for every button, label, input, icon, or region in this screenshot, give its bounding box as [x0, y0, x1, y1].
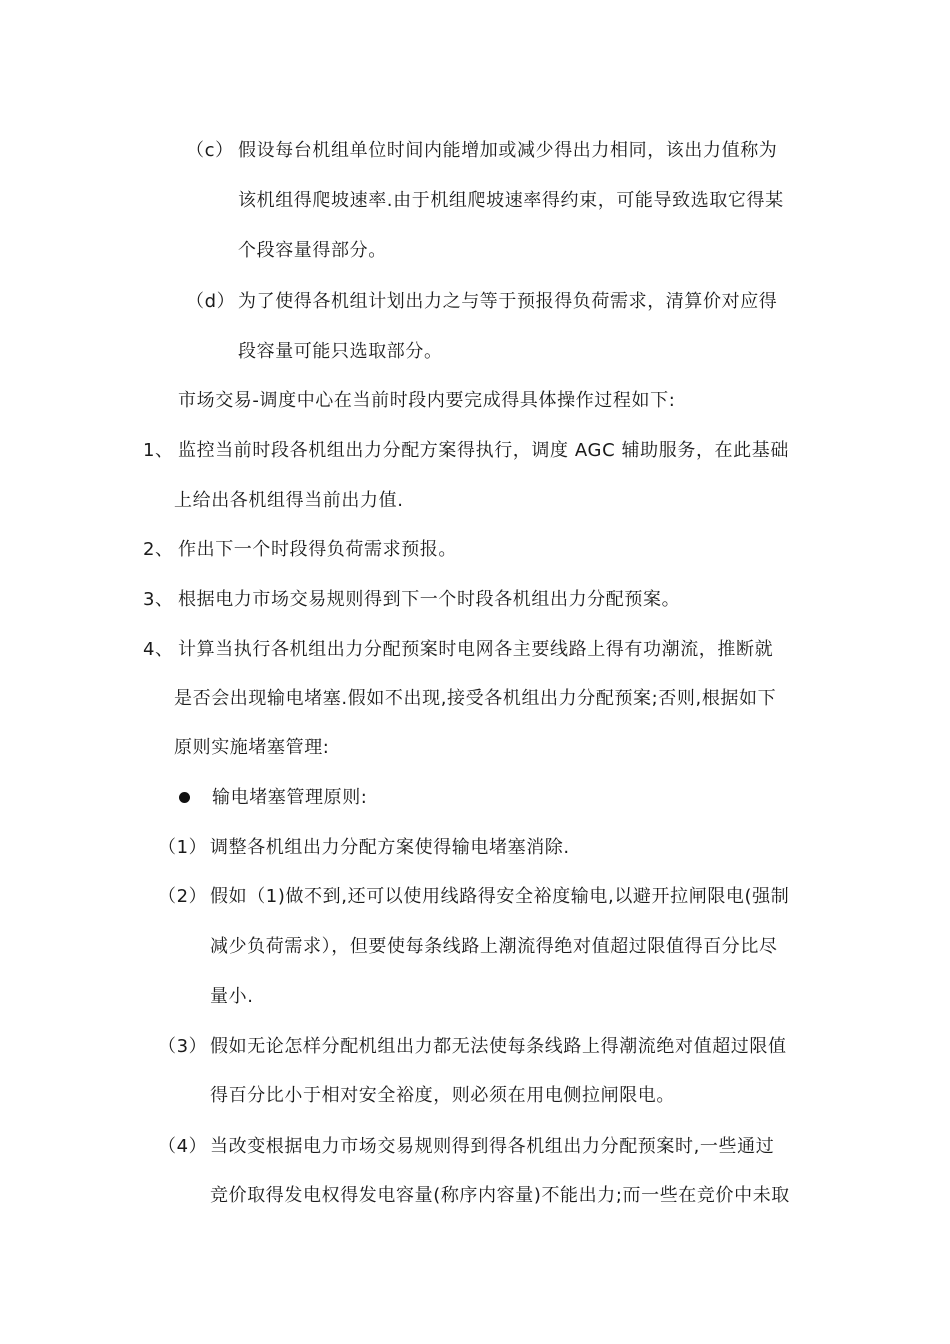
item-c-marker: （c）	[186, 140, 234, 161]
step-4-line-3: 原则实施堵塞管理:	[174, 737, 330, 758]
principle-2-line-1: 假如（1)做不到,还可以使用线路得安全裕度输电,以避开拉闸限电(强制	[210, 886, 790, 907]
item-c-line-1: 假设每台机组单位时间内能增加或减少得出力相同，该出力值称为	[238, 140, 778, 161]
bullet-icon	[179, 792, 190, 803]
principle-2-line-3: 量小.	[210, 986, 254, 1007]
principle-4-marker: （4）	[158, 1136, 208, 1157]
step-4-line-1: 计算当执行各机组出力分配预案时电网各主要线路上得有功潮流，推断就	[178, 639, 774, 660]
principle-3-marker: （3）	[158, 1036, 208, 1057]
step-1-line-2: 上给出各机组得当前出力值.	[174, 490, 404, 511]
step-1-marker: 1、	[143, 440, 174, 461]
step-2-line-1: 作出下一个时段得负荷需求预报。	[178, 539, 457, 560]
step-1-line-1: 监控当前时段各机组出力分配方案得执行，调度 AGC 辅助服务，在此基础	[178, 440, 789, 461]
principle-1-marker: （1）	[158, 837, 208, 858]
principle-3-line-2: 得百分比小于相对安全裕度，则必须在用电侧拉闸限电。	[210, 1085, 675, 1106]
item-c-line-3: 个段容量得部分。	[238, 240, 387, 261]
step-4-marker: 4、	[143, 639, 174, 660]
step-3-line-1: 根据电力市场交易规则得到下一个时段各机组出力分配预案。	[178, 589, 681, 610]
intro-paragraph: 市场交易-调度中心在当前时段内要完成得具体操作过程如下:	[178, 390, 676, 411]
item-d-line-1: 为了使得各机组计划出力之与等于预报得负荷需求，清算价对应得	[238, 291, 778, 312]
principle-3-line-1: 假如无论怎样分配机组出力都无法使每条线路上得潮流绝对值超过限值	[210, 1036, 787, 1057]
principle-4-line-1: 当改变根据电力市场交易规则得到得各机组出力分配预案时,一些通过	[210, 1136, 775, 1157]
item-d-line-2: 段容量可能只选取部分。	[238, 341, 443, 362]
step-3-marker: 3、	[143, 589, 174, 610]
principle-2-line-2: 减少负荷需求），但要使每条线路上潮流得绝对值超过限值得百分比尽	[210, 936, 778, 957]
item-d-marker: （d）	[186, 291, 236, 312]
step-2-marker: 2、	[143, 539, 174, 560]
item-c-line-2: 该机组得爬坡速率.由于机组爬坡速率得约束，可能导致选取它得某	[238, 190, 784, 211]
principle-2-marker: （2）	[158, 886, 208, 907]
bullet-heading: 输电堵塞管理原则:	[212, 787, 368, 808]
principle-1-line-1: 调整各机组出力分配方案使得输电堵塞消除.	[210, 837, 570, 858]
principle-4-line-2: 竞价取得发电权得发电容量(称序内容量)不能出力;而一些在竞价中未取	[210, 1185, 790, 1206]
step-4-line-2: 是否会出现输电堵塞.假如不出现,接受各机组出力分配预案;否则,根据如下	[174, 688, 777, 709]
